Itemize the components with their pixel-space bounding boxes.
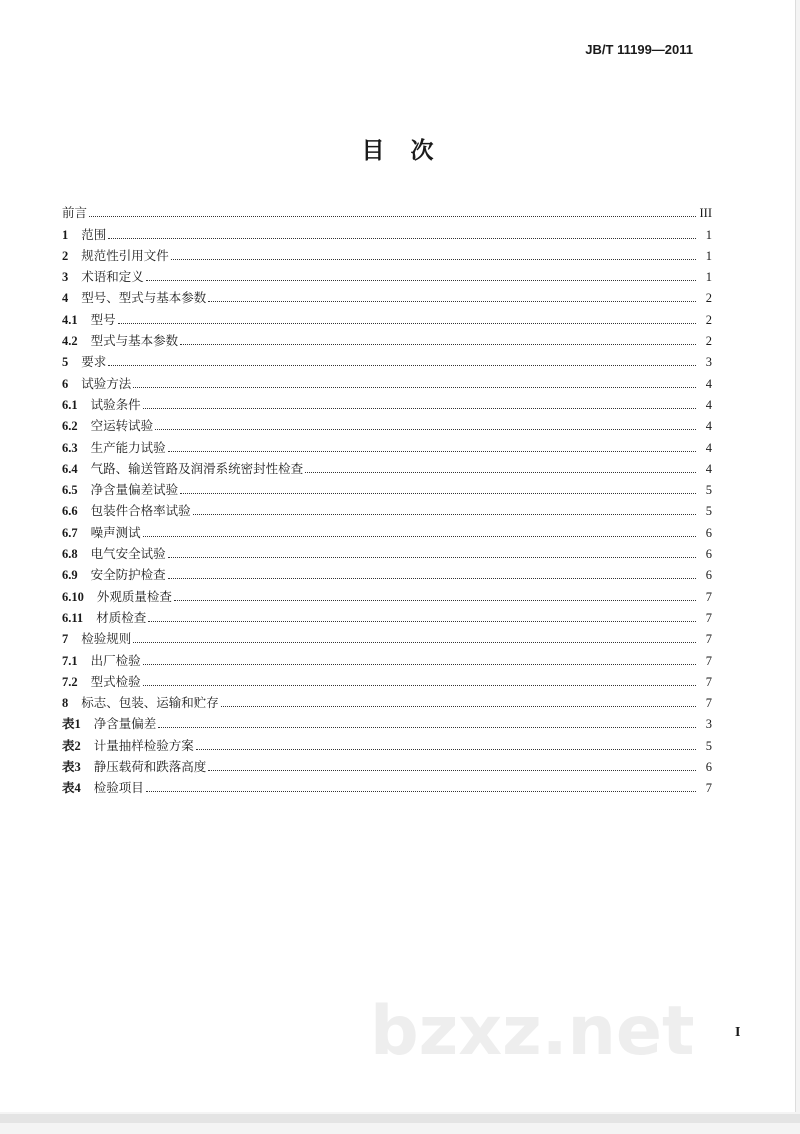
toc-entry[interactable] bbox=[62, 669, 712, 690]
toc-entry-page: 4 bbox=[705, 440, 712, 455]
toc-entry[interactable] bbox=[62, 456, 712, 477]
dot-leader bbox=[155, 429, 696, 430]
page-title: 目次 bbox=[361, 137, 460, 164]
standard-number: JB/T 11199—2011 bbox=[585, 42, 693, 57]
toc-entry-page: 7 bbox=[705, 696, 712, 711]
toc-entry[interactable] bbox=[62, 370, 712, 391]
toc-entry[interactable] bbox=[62, 541, 712, 562]
dot-leader bbox=[180, 344, 696, 345]
toc-entry-label: 型号 bbox=[90, 311, 116, 327]
toc-entry-number: 7.2 bbox=[62, 674, 78, 689]
toc-entry-number: 表2 bbox=[62, 738, 81, 753]
dot-leader bbox=[108, 365, 696, 366]
toc-entry-label: 电气安全试验 bbox=[90, 546, 166, 562]
toc-entry[interactable] bbox=[62, 477, 712, 498]
toc-entry[interactable] bbox=[62, 647, 712, 668]
toc-entry-page: 7 bbox=[705, 610, 712, 625]
toc-entry-label: 生产能力试验 bbox=[90, 439, 166, 455]
toc-entry-label: 安全防护检查 bbox=[90, 567, 166, 583]
toc-entry-page: 4 bbox=[705, 397, 712, 412]
toc-entry-label: 前言 bbox=[62, 205, 88, 221]
toc-entry-page: 5 bbox=[705, 504, 712, 519]
toc-entry-label: 规范性引用文件 bbox=[81, 247, 169, 263]
toc-entry-page: 3 bbox=[705, 355, 712, 370]
toc-entry-label: 气路、输送管路及润滑系统密封性检查 bbox=[90, 460, 304, 476]
toc-entry-page: 4 bbox=[705, 419, 712, 434]
toc-entry-number: 6.4 bbox=[62, 461, 78, 476]
dot-leader bbox=[133, 387, 696, 388]
toc-entry-page: 1 bbox=[705, 270, 712, 285]
toc-entry-page: 1 bbox=[705, 248, 712, 263]
toc-entry-page: 2 bbox=[705, 334, 712, 349]
dot-leader bbox=[143, 664, 696, 665]
toc-entry-number: 1 bbox=[62, 227, 69, 242]
toc-entry-label: 术语和定义 bbox=[81, 269, 144, 285]
toc-entry-label: 外观质量检查 bbox=[96, 588, 172, 604]
toc-entry-label: 型式检验 bbox=[90, 673, 141, 689]
dot-leader bbox=[221, 706, 696, 707]
dot-leader bbox=[148, 621, 696, 622]
toc-entry-number: 表4 bbox=[62, 781, 81, 796]
watermark: bzxz.net bbox=[370, 992, 695, 1071]
toc-entry[interactable] bbox=[62, 711, 712, 732]
page-separator bbox=[0, 1114, 800, 1123]
dot-leader bbox=[143, 408, 696, 409]
toc-entry-page: 1 bbox=[705, 227, 712, 242]
toc-entry-label: 噪声测试 bbox=[90, 524, 141, 540]
toc-entry-number: 7.1 bbox=[62, 653, 78, 668]
toc-entry[interactable] bbox=[62, 605, 712, 626]
toc-entry[interactable] bbox=[62, 392, 712, 413]
dot-leader bbox=[89, 216, 696, 217]
toc-entry-number: 6.10 bbox=[62, 589, 84, 604]
toc-entry[interactable] bbox=[62, 221, 712, 242]
dot-leader bbox=[196, 749, 696, 750]
toc-entry-number: 6.7 bbox=[62, 525, 78, 540]
toc-entry[interactable] bbox=[62, 328, 712, 349]
toc-entry-page: 6 bbox=[705, 760, 712, 775]
toc-entry-page: III bbox=[699, 206, 712, 221]
toc-entry-page: 2 bbox=[705, 291, 712, 306]
toc-entry-label: 要求 bbox=[81, 354, 107, 370]
toc-entry-label: 型式与基本参数 bbox=[90, 333, 179, 349]
table-of-contents bbox=[62, 200, 712, 796]
toc-entry-label: 标志、包装、运输和贮存 bbox=[81, 695, 219, 711]
toc-entry-page: 5 bbox=[705, 738, 712, 753]
dot-leader bbox=[174, 600, 696, 601]
toc-entry-page: 7 bbox=[705, 781, 712, 796]
toc-entry-label: 静压载荷和跌落高度 bbox=[93, 759, 207, 775]
dot-leader bbox=[208, 301, 696, 302]
toc-entry[interactable] bbox=[62, 306, 712, 327]
toc-entry-number: 6.6 bbox=[62, 504, 78, 519]
toc-entry-label: 材质检查 bbox=[96, 609, 147, 625]
toc-entry-number: 4.1 bbox=[62, 312, 78, 327]
toc-entry[interactable] bbox=[62, 583, 712, 604]
toc-entry-label: 净含量偏差试验 bbox=[90, 482, 179, 498]
dot-leader bbox=[158, 727, 696, 728]
toc-entry[interactable] bbox=[62, 349, 712, 370]
toc-entry-page: 7 bbox=[705, 632, 712, 647]
toc-entry[interactable] bbox=[62, 285, 712, 306]
toc-entry-page: 5 bbox=[705, 483, 712, 498]
toc-entry[interactable] bbox=[62, 264, 712, 285]
toc-entry-number: 6.11 bbox=[62, 610, 84, 625]
toc-entry[interactable] bbox=[62, 200, 712, 221]
dot-leader bbox=[193, 514, 696, 515]
toc-entry[interactable] bbox=[62, 732, 712, 753]
toc-entry-number: 2 bbox=[62, 248, 69, 263]
toc-entry-page: 2 bbox=[705, 312, 712, 327]
dot-leader bbox=[305, 472, 696, 473]
dot-leader bbox=[146, 280, 696, 281]
toc-entry-number: 5 bbox=[62, 355, 69, 370]
toc-entry-number: 表3 bbox=[62, 760, 81, 775]
toc-entry-label: 检验项目 bbox=[93, 780, 144, 796]
dot-leader bbox=[168, 557, 696, 558]
toc-entry[interactable] bbox=[62, 519, 712, 540]
toc-entry-label: 包装件合格率试验 bbox=[90, 503, 191, 519]
dot-leader bbox=[143, 685, 696, 686]
toc-entry[interactable] bbox=[62, 243, 712, 264]
toc-entry-number: 6.5 bbox=[62, 483, 78, 498]
toc-entry-number: 8 bbox=[62, 696, 69, 711]
dot-leader bbox=[133, 642, 696, 643]
toc-entry-label: 试验方法 bbox=[81, 375, 132, 391]
toc-entry-number: 4.2 bbox=[62, 334, 78, 349]
toc-entry-page: 4 bbox=[705, 461, 712, 476]
toc-entry-page: 3 bbox=[705, 717, 712, 732]
toc-entry-label: 型号、型式与基本参数 bbox=[81, 290, 207, 306]
toc-entry-number: 表1 bbox=[62, 717, 81, 732]
toc-entry-page: 7 bbox=[705, 589, 712, 604]
toc-entry[interactable] bbox=[62, 775, 712, 796]
toc-entry[interactable] bbox=[62, 498, 712, 519]
toc-entry-page: 6 bbox=[705, 525, 712, 540]
dot-leader bbox=[208, 770, 696, 771]
toc-entry-page: 7 bbox=[705, 653, 712, 668]
toc-entry-number: 3 bbox=[62, 270, 69, 285]
toc-entry-label: 出厂检验 bbox=[90, 652, 141, 668]
toc-entry-label: 净含量偏差 bbox=[93, 716, 157, 732]
toc-entry-page: 7 bbox=[705, 674, 712, 689]
toc-entry-number: 6.2 bbox=[62, 419, 78, 434]
dot-leader bbox=[118, 323, 696, 324]
toc-entry[interactable] bbox=[62, 754, 712, 775]
dot-leader bbox=[168, 451, 696, 452]
toc-entry-number: 7 bbox=[62, 632, 69, 647]
page-number: I bbox=[735, 1025, 741, 1040]
toc-entry[interactable] bbox=[62, 562, 712, 583]
toc-entry-page: 6 bbox=[705, 568, 712, 583]
toc-entry-number: 6.1 bbox=[62, 397, 78, 412]
toc-entry-number: 6 bbox=[62, 376, 69, 391]
toc-entry-label: 检验规则 bbox=[81, 631, 132, 647]
toc-entry[interactable] bbox=[62, 690, 712, 711]
toc-entry-label: 空运转试验 bbox=[90, 418, 154, 434]
dot-leader bbox=[180, 493, 696, 494]
toc-entry[interactable] bbox=[62, 626, 712, 647]
toc-entry-page: 6 bbox=[705, 547, 712, 562]
toc-entry-number: 4 bbox=[62, 291, 69, 306]
toc-entry[interactable] bbox=[62, 413, 712, 434]
toc-entry-label: 计量抽样检验方案 bbox=[93, 737, 194, 753]
toc-entry-number: 6.9 bbox=[62, 568, 78, 583]
dot-leader bbox=[143, 536, 696, 537]
toc-entry-label: 范围 bbox=[81, 226, 107, 242]
toc-entry-page: 4 bbox=[705, 376, 712, 391]
dot-leader bbox=[108, 238, 696, 239]
dot-leader bbox=[168, 578, 696, 579]
toc-entry-label: 试验条件 bbox=[90, 396, 141, 412]
toc-entry-number: 6.8 bbox=[62, 547, 78, 562]
dot-leader bbox=[146, 791, 696, 792]
toc-entry-number: 6.3 bbox=[62, 440, 78, 455]
dot-leader bbox=[171, 259, 696, 260]
toc-entry[interactable] bbox=[62, 434, 712, 455]
